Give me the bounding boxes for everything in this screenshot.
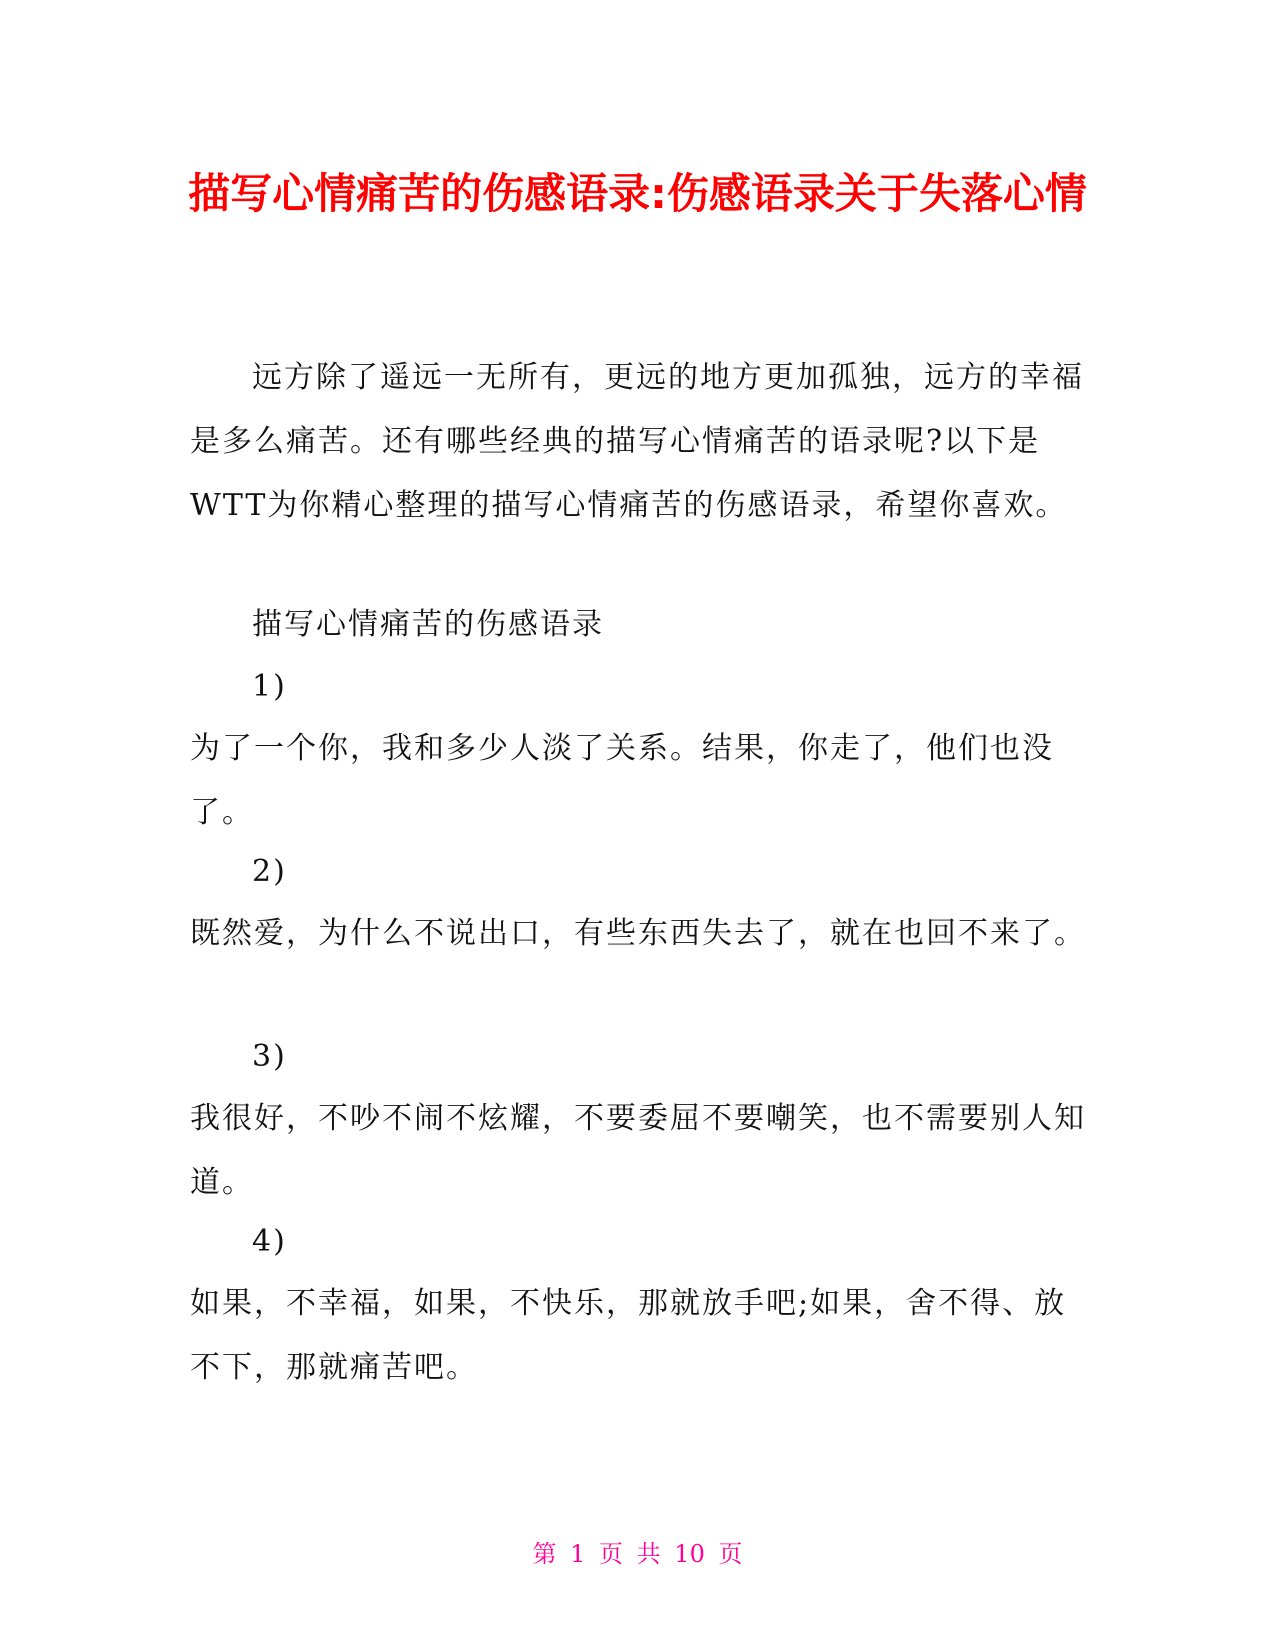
quote-number: 3) xyxy=(252,1039,287,1074)
quote-number: 1) xyxy=(252,669,287,704)
page-number-footer: 第 1 页 共 10 页 xyxy=(532,1540,743,1568)
intro-paragraph: 远方除了遥远一无所有，更远的地方更加孤独，远方的幸福是多么痛苦。还有哪些经典的描写心情痛苦的语录呢?以下是WTT为你精心整理的描写心情痛苦的伤感语录，希望你喜欢。 xyxy=(190,360,1084,523)
quote-number: 2) xyxy=(252,854,287,889)
section-heading: 描写心情痛苦的伤感语录 xyxy=(252,607,604,642)
quote-text: 我很好，不吵不闹不炫耀，不要委屈不要嘲笑，也不需要别人知道。 xyxy=(190,1101,1086,1200)
quote-text: 为了一个你，我和多少人淡了关系。结果，你走了，他们也没了。 xyxy=(190,731,1054,830)
quote-text: 如果，不幸福，如果，不快乐，那就放手吧;如果，舍不得、放不下，那就痛苦吧。 xyxy=(190,1286,1067,1385)
quote-number: 4) xyxy=(252,1224,287,1259)
document-title: 描写心情痛苦的伤感语录:伤感语录关于失落心情 xyxy=(188,169,1087,218)
quote-text: 既然爱，为什么不说出口，有些东西失去了，就在也回不来了。 xyxy=(190,916,1086,951)
